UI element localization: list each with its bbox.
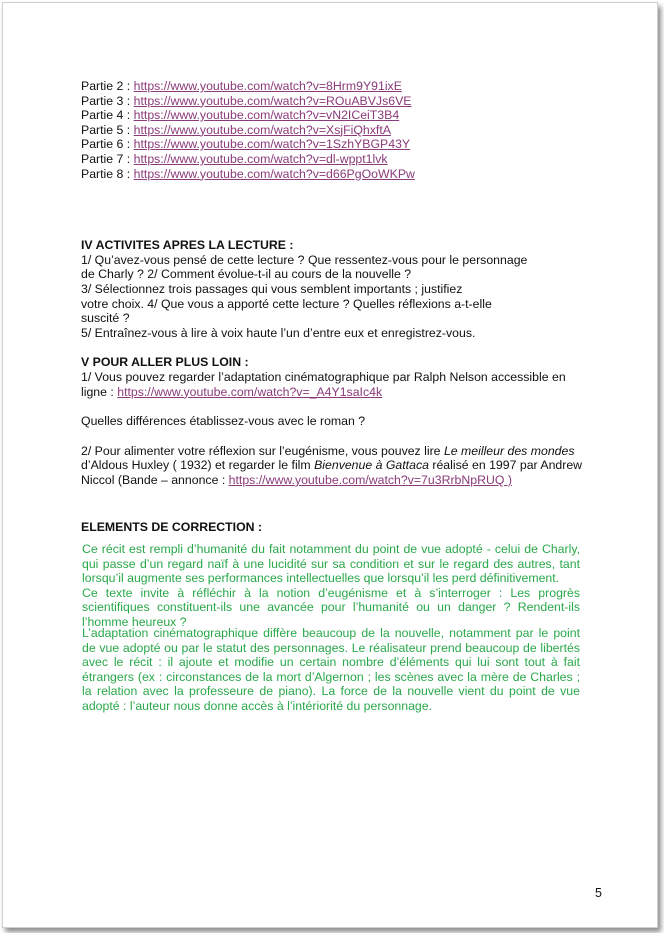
text-line: 3/ Sélectionnez trois passages qui vous semblent importants ; justifiez [81,281,463,296]
page-number: 5 [595,886,602,900]
trailer-link-suffix[interactable]: ) [504,472,512,487]
text-line: suscité ? [81,311,130,326]
film-adaptation-link[interactable]: https://www.youtube.com/watch?v=_A4Y1saIc4k [117,384,383,399]
video-link[interactable]: https://www.youtube.com/watch?v=XsjFiQhxftA [133,122,391,137]
section-4-heading: IV ACTIVITES APRES LA LECTURE : [81,238,294,253]
page-content [81,79,581,535]
correction-heading: ELEMENTS DE CORRECTION : [81,520,263,535]
text-line: 2/ Pour alimenter votre réflexion sur l’eugénisme, vous pouvez lire Le meilleur des mondes [81,443,575,458]
list-item: Partie 8 : https://www.youtube.com/watch?v=d66PgOoWKPw [81,166,415,181]
list-item: Partie 7 : https://www.youtube.com/watch?v=dl-wppt1lvk [81,151,388,166]
list-item: Partie 2 : https://www.youtube.com/watch?v=8Hrm9Y91ixE [81,79,402,93]
section-4-body [81,253,581,341]
text-line: 1/ Vous pouvez regarder l’adaptation cinématographique par Ralph Nelson accessible en [81,369,566,384]
list-item: Partie 3 : https://www.youtube.com/watch?v=ROuABVJs6VE [81,93,412,108]
video-links-list [81,79,581,181]
text-line: votre choix. 4/ Que vous a apporté cette lecture ? Quelles réflexions a-t-elle [81,296,492,311]
list-item: Partie 4 : https://www.youtube.com/watch?v=vN2ICeiT3B4 [81,108,400,123]
text-line: ligne : https://www.youtube.com/watch?v=_A4Y1saIc4k [81,384,383,399]
correction-paragraph-1: Ce récit est rempli d’humanité du fait notamment du point de vue adopté - celui de Charly, qui passe d’un regard naïf à une lucidité sur sa condition et sur le regard des autres, tant lorsqu’il augmente ses performances intellectuelles que lorsqu’il les perd définitivement. Ce texte invite à réfléchir à la notion d’eugénisme et à s’interroger : Les progrès scientifiques constituent-ils une avancée pour l’humanité ou un danger ? Rendent-ils l’homme heureux ? [82,542,580,629]
question-text: Quelles différences établissez-vous avec le roman ? [81,414,366,429]
book-title: Le meilleur des mondes [443,443,575,458]
video-link[interactable]: https://www.youtube.com/watch?v=vN2ICeiT3B4 [133,108,400,123]
video-link[interactable]: https://www.youtube.com/watch?v=dl-wppt1lvk [133,151,388,166]
text-line: Niccol (Bande – annonce : https://www.youtube.com/watch?v=7u3RrbNpRUQ ) [81,472,512,487]
video-link[interactable]: https://www.youtube.com/watch?v=8Hrm9Y91ixE [133,79,402,93]
text-line: 5/ Entraînez-vous à lire à voix haute l’un d’entre eux et enregistrez-vous. [81,325,476,340]
correction-paragraph-2: Ce texte invite à réfléchir à la notion d’eugénisme et à s’interroger : Les progrès scientifiques constituent-ils une avancée pour l’humanité ou un danger ? Rendent-ils l’homme heureux ? [82,585,580,629]
video-link[interactable]: https://www.youtube.com/watch?v=1SzhYBGP43Y [133,137,411,152]
text-line: d’Aldous Huxley ( 1932) et regarder le film Bienvenue à Gattaca réalisé en 1997 par Andrew [81,458,583,473]
trailer-link[interactable]: https://www.youtube.com/watch?v=7u3RrbNpRUQ [228,472,505,487]
video-link[interactable]: https://www.youtube.com/watch?v=ROuABVJs6VE [133,93,412,108]
section-5-heading: V POUR ALLER PLUS LOIN : [81,355,249,370]
video-link[interactable]: https://www.youtube.com/watch?v=d66PgOoWKPw [133,166,415,181]
correction-paragraph-3: L’adaptation cinématographique diffère beaucoup de la nouvelle, notamment par le point de vue adopté ou par le statut des personnages. Le réalisateur prend beaucoup de libertés avec le récit : il ajoute et modifie un certain nombre d’éléments qui lui sont tout à fait étrangers (ex : circonstances de la mort d’Algernon ; les scènes avec la mère de Charles ; la relation avec la professeure de piano). La force de la nouvelle vient du point de vue adopté : l’auteur nous donne accès à l’intériorité du personnage. [82,626,580,713]
text-line: 1/ Qu’avez-vous pensé de cette lecture ? Que ressentez-vous pour le personnage [81,252,528,267]
film-title: Bienvenue à Gattaca [314,458,429,473]
list-item: Partie 5 : https://www.youtube.com/watch?v=XsjFiQhxftA [81,122,391,137]
text-line: de Charly ? 2/ Comment évolue-t-il au cours de la nouvelle ? [81,267,412,282]
list-item: Partie 6 : https://www.youtube.com/watch?v=1SzhYBGP43Y [81,137,411,152]
